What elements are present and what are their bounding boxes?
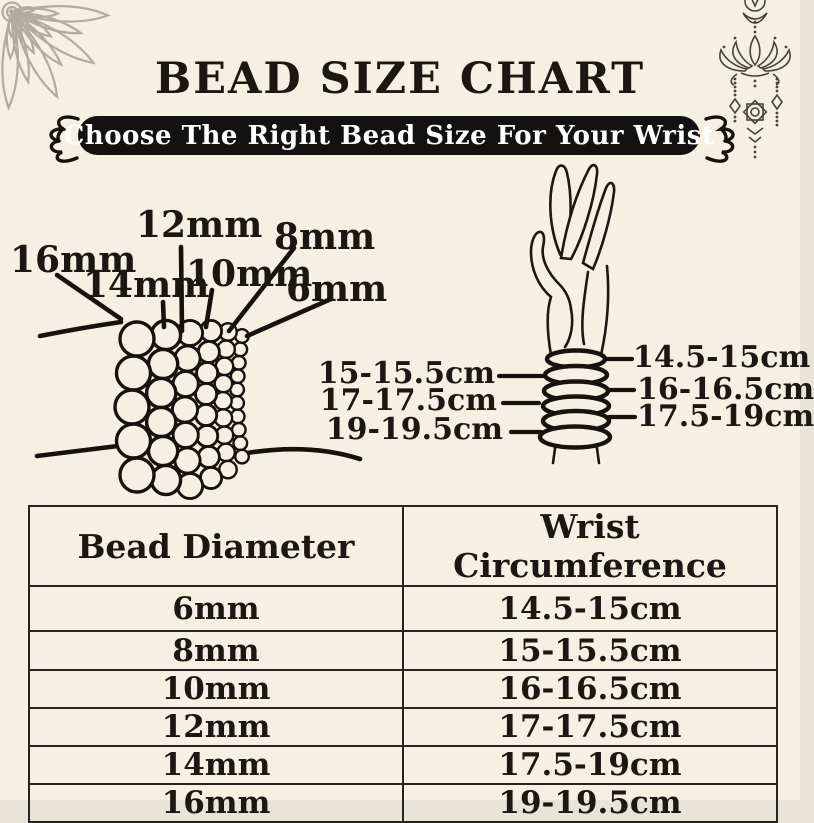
table-row (29, 670, 777, 708)
table-row (29, 631, 777, 670)
bead-size-label-10mm: 10mm (186, 253, 313, 295)
bangles-illustration (540, 351, 610, 448)
col-header-wrist-circumference: Wrist Circumference (403, 506, 777, 586)
wrist-label-15-15-5: 15-15.5cm (317, 356, 495, 391)
table-row (29, 586, 777, 631)
cell-wrist-circumference: 14.5-15cm (403, 586, 777, 631)
banner-text: Choose The Right Bead Size For Your Wrist (63, 120, 715, 151)
wrist-label-17-5-19: 17.5-19cm (637, 399, 814, 434)
cell-bead-diameter: 16mm (29, 784, 403, 822)
cell-wrist-circumference: 17-17.5cm (403, 708, 777, 746)
cell-bead-diameter: 12mm (29, 708, 403, 746)
bead-size-label-6mm: 6mm (286, 268, 388, 310)
wrist-label-14-5-15: 14.5-15cm (633, 340, 811, 375)
page-title: BEAD SIZE CHART (154, 54, 646, 104)
wrist-label-19-19-5: 19-19.5cm (325, 412, 503, 447)
bead-size-label-16mm: 16mm (10, 239, 137, 281)
wrist-label-16-16-5: 16-16.5cm (637, 372, 814, 407)
cell-bead-diameter: 8mm (29, 631, 403, 670)
cell-bead-diameter: 6mm (29, 586, 403, 631)
wrist-label-17-17-5: 17-17.5cm (319, 383, 497, 418)
bead-size-label-12mm: 12mm (136, 204, 263, 246)
bead-size-label-14mm: 14mm (83, 264, 210, 306)
col-header-bead-diameter: Bead Diameter (29, 506, 403, 586)
bead-bracelet-illustration (115, 320, 249, 498)
cell-wrist-circumference: 15-15.5cm (403, 631, 777, 670)
table-row (29, 784, 777, 822)
banner-pill (63, 116, 715, 155)
cell-bead-diameter: 10mm (29, 670, 403, 708)
table-header-row (29, 506, 777, 586)
cell-wrist-circumference: 19-19.5cm (403, 784, 777, 822)
bead-size-label-8mm: 8mm (274, 216, 376, 258)
cell-bead-diameter: 14mm (29, 746, 403, 784)
table-row (29, 708, 777, 746)
size-table (28, 505, 778, 823)
cell-wrist-circumference: 17.5-19cm (403, 746, 777, 784)
table-row (29, 746, 777, 784)
cell-wrist-circumference: 16-16.5cm (403, 670, 777, 708)
